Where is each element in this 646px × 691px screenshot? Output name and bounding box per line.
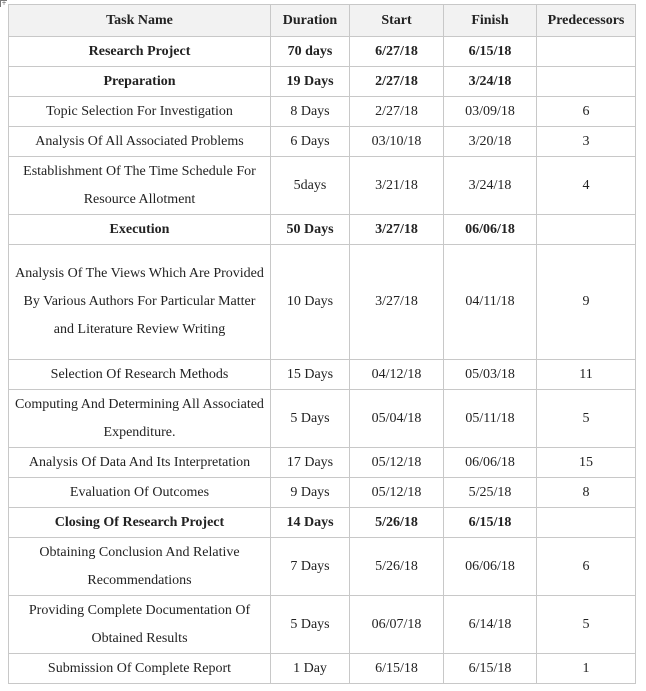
cell-finish: 3/24/18 (444, 67, 537, 97)
cell-task-name: Preparation (9, 67, 271, 97)
cell-finish: 3/24/18 (444, 157, 537, 215)
cell-start: 6/27/18 (350, 37, 444, 67)
cell-finish: 3/20/18 (444, 127, 537, 157)
cell-task-name: Closing Of Research Project (9, 508, 271, 538)
cell-predecessors (537, 508, 636, 538)
cell-predecessors (537, 67, 636, 97)
cell-start: 06/07/18 (350, 596, 444, 654)
table-row (9, 360, 636, 390)
cell-task-name: Computing And Determining All Associated Expenditure. (9, 390, 271, 448)
cell-predecessors: 4 (537, 157, 636, 215)
cell-predecessors: 8 (537, 478, 636, 508)
table-row (9, 157, 636, 215)
cell-duration: 15 Days (271, 360, 350, 390)
cell-finish: 03/09/18 (444, 97, 537, 127)
cell-finish: 6/15/18 (444, 508, 537, 538)
header-duration: Duration (271, 5, 350, 37)
cell-predecessors: 1 (537, 654, 636, 684)
cell-predecessors: 9 (537, 245, 636, 360)
cell-start: 2/27/18 (350, 67, 444, 97)
table-row (9, 478, 636, 508)
cell-duration: 70 days (271, 37, 350, 67)
table-move-handle[interactable]: + (1, 0, 7, 7)
cell-duration: 5 Days (271, 596, 350, 654)
table-row (9, 215, 636, 245)
cell-start: 6/15/18 (350, 654, 444, 684)
table-row (9, 508, 636, 538)
cell-start: 05/04/18 (350, 390, 444, 448)
cell-task-name: Selection Of Research Methods (9, 360, 271, 390)
cell-predecessors: 5 (537, 390, 636, 448)
cell-duration: 7 Days (271, 538, 350, 596)
cell-start: 05/12/18 (350, 478, 444, 508)
cell-task-name: Research Project (9, 37, 271, 67)
cell-finish: 04/11/18 (444, 245, 537, 360)
cell-task-name: Providing Complete Documentation Of Obtained Results (9, 596, 271, 654)
table-row (9, 97, 636, 127)
cell-start: 04/12/18 (350, 360, 444, 390)
cell-finish: 6/14/18 (444, 596, 537, 654)
cell-duration: 9 Days (271, 478, 350, 508)
header-finish: Finish (444, 5, 537, 37)
cell-duration: 14 Days (271, 508, 350, 538)
cell-start: 5/26/18 (350, 508, 444, 538)
table-row (9, 654, 636, 684)
cell-duration: 6 Days (271, 127, 350, 157)
table-row (9, 67, 636, 97)
cell-predecessors: 5 (537, 596, 636, 654)
cell-finish: 05/11/18 (444, 390, 537, 448)
cell-predecessors (537, 37, 636, 67)
cell-start: 05/12/18 (350, 448, 444, 478)
cell-task-name: Analysis Of Data And Its Interpretation (9, 448, 271, 478)
cell-predecessors: 6 (537, 97, 636, 127)
cell-task-name: Submission Of Complete Report (9, 654, 271, 684)
cell-start: 3/21/18 (350, 157, 444, 215)
cell-predecessors: 15 (537, 448, 636, 478)
cell-duration: 50 Days (271, 215, 350, 245)
cell-duration: 5days (271, 157, 350, 215)
cell-task-name: Execution (9, 215, 271, 245)
cell-start: 3/27/18 (350, 245, 444, 360)
header-row (9, 5, 636, 37)
table-row (9, 538, 636, 596)
cell-duration: 10 Days (271, 245, 350, 360)
cell-duration: 19 Days (271, 67, 350, 97)
cell-start: 5/26/18 (350, 538, 444, 596)
cell-finish: 6/15/18 (444, 654, 537, 684)
cell-task-name: Analysis Of All Associated Problems (9, 127, 271, 157)
cell-duration: 5 Days (271, 390, 350, 448)
cell-task-name: Topic Selection For Investigation (9, 97, 271, 127)
header-predecessors: Predecessors (537, 5, 636, 37)
cell-predecessors: 3 (537, 127, 636, 157)
table-row (9, 245, 636, 360)
table-row (9, 127, 636, 157)
cell-finish: 06/06/18 (444, 215, 537, 245)
cell-duration: 1 Day (271, 654, 350, 684)
cell-finish: 6/15/18 (444, 37, 537, 67)
cell-task-name: Obtaining Conclusion And Relative Recommendations (9, 538, 271, 596)
cell-task-name: Analysis Of The Views Which Are Provided By Various Authors For Particular Matter and Literature Review Writing (9, 245, 271, 360)
table-row (9, 596, 636, 654)
cell-duration: 17 Days (271, 448, 350, 478)
schedule-table (8, 4, 636, 684)
cell-task-name: Evaluation Of Outcomes (9, 478, 271, 508)
cell-finish: 05/03/18 (444, 360, 537, 390)
cell-finish: 5/25/18 (444, 478, 537, 508)
cell-task-name: Establishment Of The Time Schedule For Resource Allotment (9, 157, 271, 215)
table-row (9, 390, 636, 448)
header-task-name: Task Name (9, 5, 271, 37)
cell-start: 03/10/18 (350, 127, 444, 157)
header-start: Start (350, 5, 444, 37)
cell-predecessors: 6 (537, 538, 636, 596)
cell-finish: 06/06/18 (444, 538, 537, 596)
table-row (9, 448, 636, 478)
cell-start: 3/27/18 (350, 215, 444, 245)
cell-predecessors (537, 215, 636, 245)
cell-predecessors: 11 (537, 360, 636, 390)
cell-start: 2/27/18 (350, 97, 444, 127)
cell-duration: 8 Days (271, 97, 350, 127)
table-row (9, 37, 636, 67)
cell-finish: 06/06/18 (444, 448, 537, 478)
